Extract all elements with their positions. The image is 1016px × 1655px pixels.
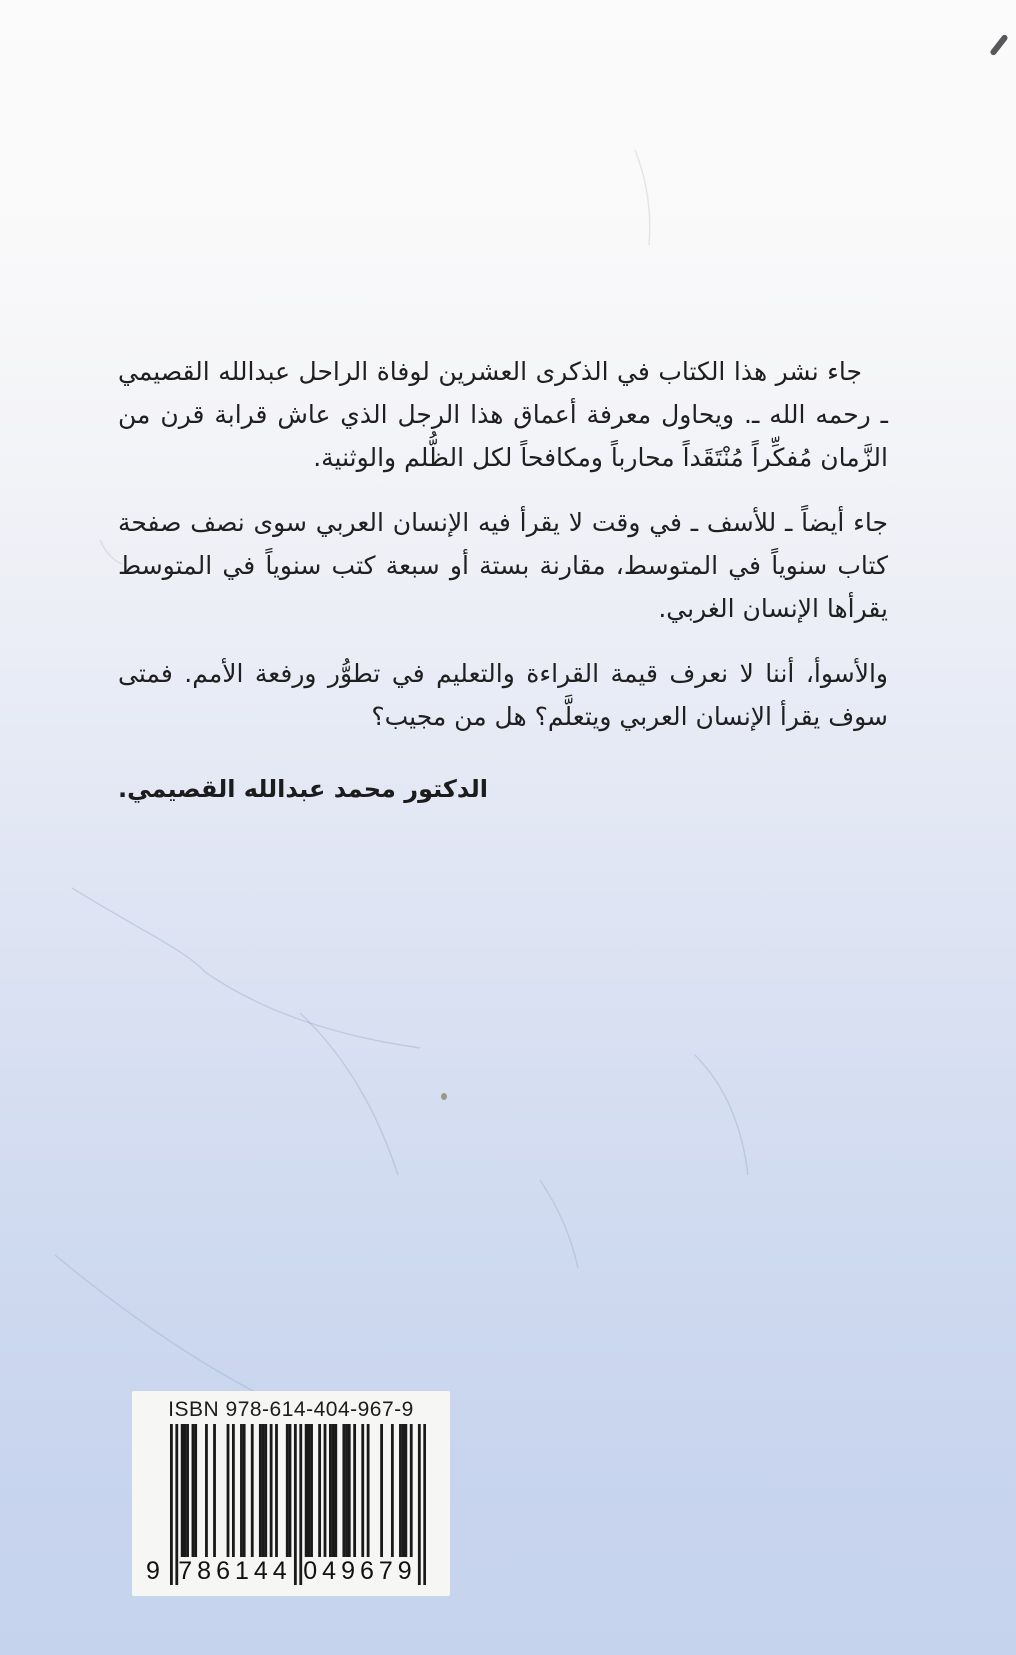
author-signature: الدكتور محمد عبدالله القصيمي. [118,775,488,803]
barcode-digit-group-left: 786144 [178,1557,292,1585]
blurb-paragraph-3: والأسوأ، أننا لا نعرف قيمة القراءة والتعليم في تطوُّر ورفعة الأمم. فمتى سوف يقرأ الإنسان العربي ويتعلَّم؟ هل من مجيب؟ [118,659,888,731]
blurb-paragraph-2: جاء أيضاً ـ للأسف ـ في وقت لا يقرأ فيه الإنسان العربي سوى نصف صفحة كتاب سنوياً في المتوسط، مقارنة بستة أو سبعة كتب سنوياً في المتوسط يقرأها الإنسان الغربي. [118,508,888,623]
barcode-digits-row [132,1557,450,1585]
isbn-number-text: ISBN 978-614-404-967-9 [168,1398,414,1421]
isbn-barcode-label [132,1391,450,1596]
paper-speck [441,1093,447,1100]
back-cover-blurb [118,350,888,811]
blurb-paragraph-1: جاء نشر هذا الكتاب في الذكرى العشرين لوفاة الراحل عبدالله القصيمي ـ رحمه الله ـ. ويحاول معرفة أعماق هذا الرجل الذي عاش قرابة قرن من الزَّمان مُفكِّراً مُنْتَقَداً محارباً ومكافحاً لكل الظُّلم والوثنية. [118,357,888,472]
barcode-digit-group-right: 049679 [303,1557,417,1585]
barcode-digit-group-prefix: 9 [146,1557,160,1585]
ink-smudge-mark [989,34,1009,57]
